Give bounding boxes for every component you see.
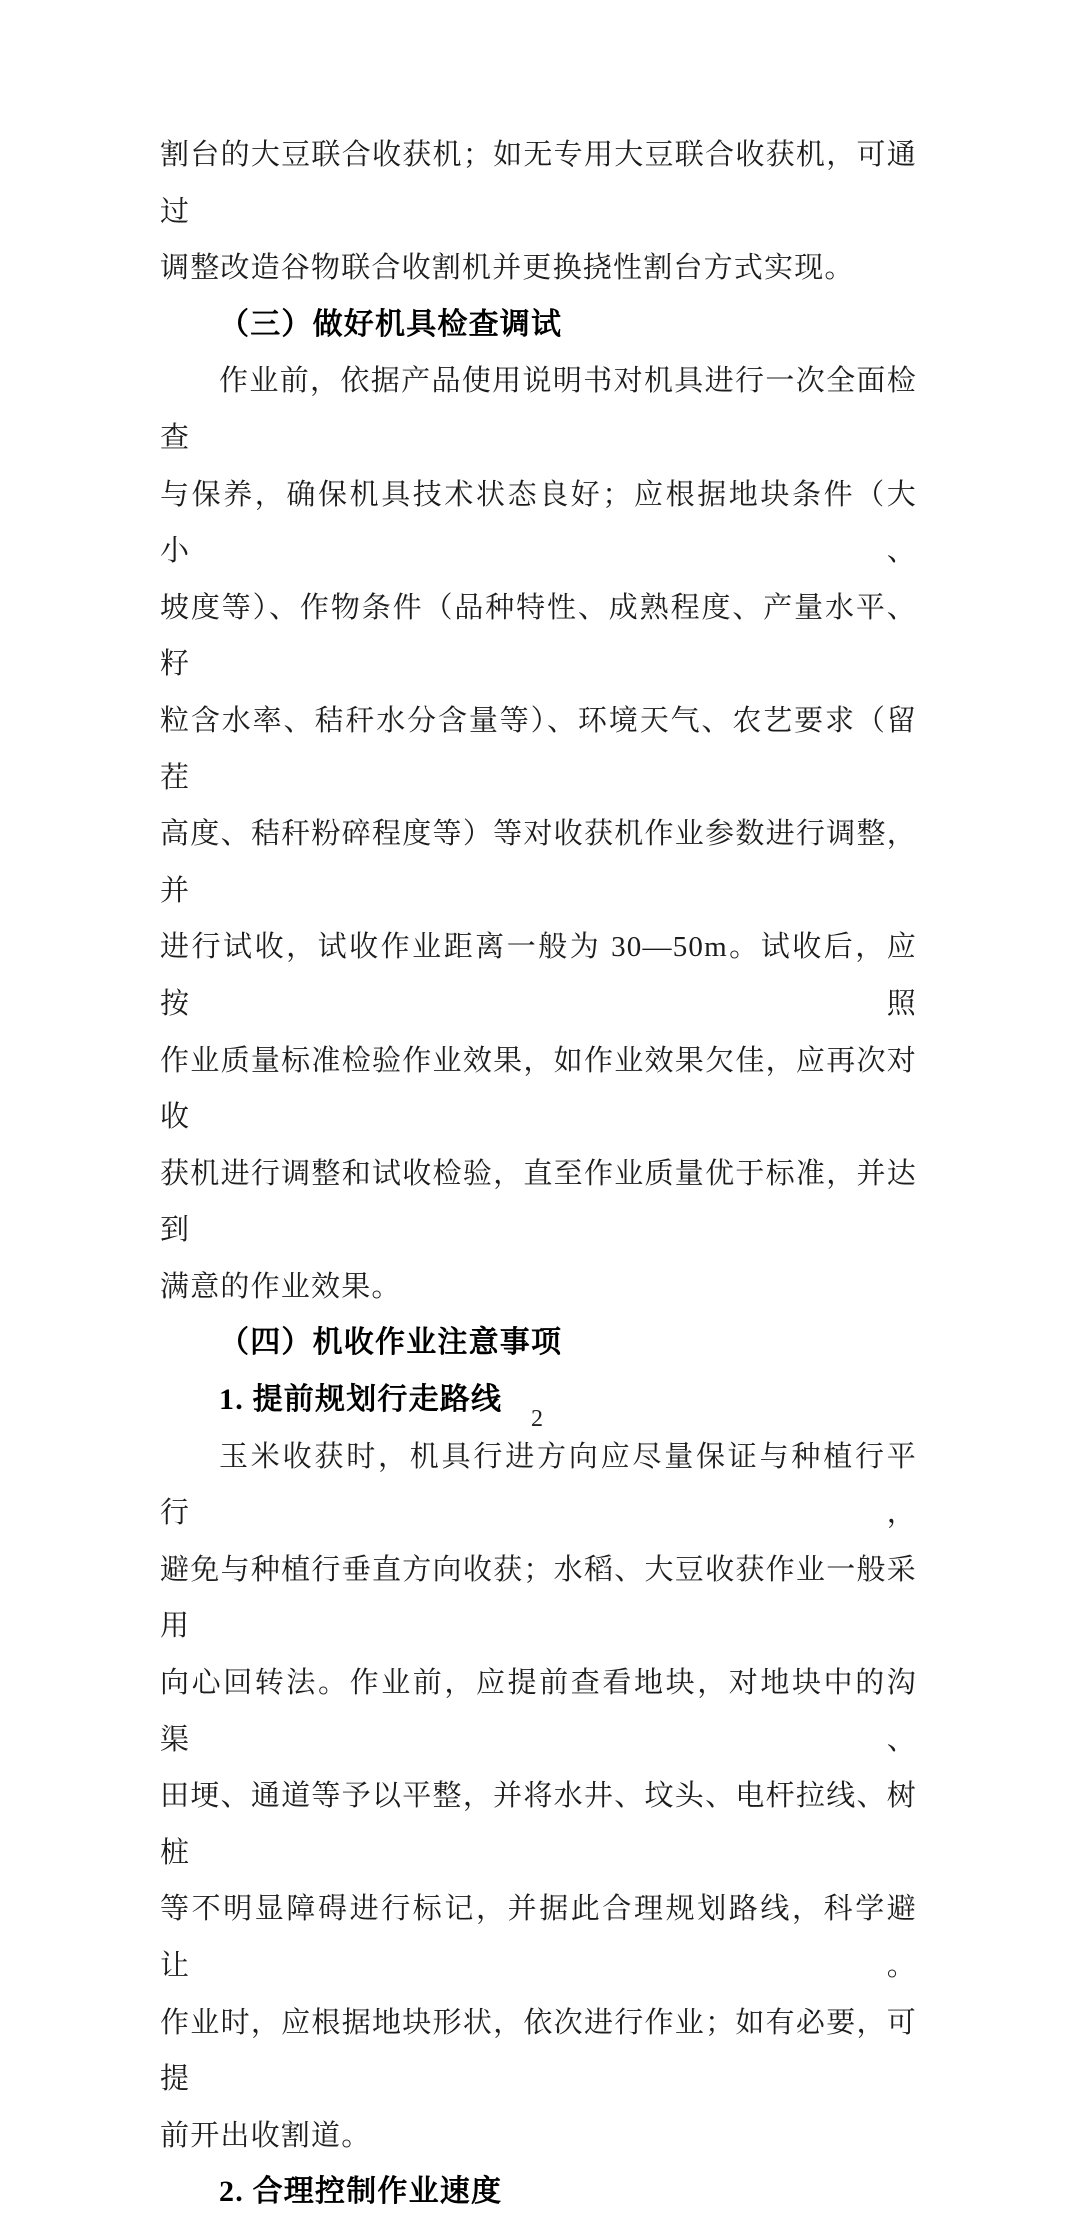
text-line: 粒含水率、秸秆水分含量等）、环境天气、农艺要求（留茬 [160,704,917,794]
heading-line: 1. 提前规划行走路线 [219,1383,503,1417]
text-line: 玉米收获时，机具行进方向应尽量保证与种植行平行， [160,1440,917,1530]
text-line: 获机进行调整和试收检验，直至作业质量优于标准，并达到 [160,1157,917,1247]
text-line: 作业质量标准检验作业效果，如作业效果欠佳，应再次对收 [160,1044,917,1134]
text-line: 作业时，应根据地块形状，依次进行作业；如有必要，可提 [160,2006,917,2096]
text-line: 割台的大豆联合收获机；如无专用大豆联合收获机，可通过 [160,139,917,228]
text-line: 前开出收割道。 [160,2119,372,2152]
text-line: 坡度等）、作物条件（品种特性、成熟程度、产量水平、籽 [160,591,917,681]
text-line: 满意的作业效果。 [160,1270,402,1303]
text-line: 避免与种植行垂直方向收获；水稻、大豆收获作业一般采用 [160,1553,917,1643]
text-line: 田埂、通道等予以平整，并将水井、坟头、电杆拉线、树桩 [160,1780,917,1869]
heading-line: 2. 合理控制作业速度 [219,2175,503,2209]
text-line: 向心回转法。作业前，应提前查看地块，对地块中的沟渠、 [160,1667,917,1756]
content [160,127,917,2221]
text-line: 调整改造谷物联合收割机并更换挠性割台方式实现。 [160,252,855,285]
heading-line: （四）机收作业注意事项 [219,1326,563,1360]
text-line: 等不明显障碍进行标记，并据此合理规划路线，科学避让。 [160,1893,917,1982]
text-line: 高度、秸秆粉碎程度等）等对收获机作业参数进行调整，并 [160,818,917,907]
heading-line: （三）做好机具检查调试 [219,307,563,341]
page-number: 2 [531,1406,543,1432]
text-line: 与保养，确保机具技术状态良好；应根据地块条件（大小、 [160,478,917,568]
text-line: 进行试收，试收作业距离一般为 30—50m。试收后，应按照 [160,931,917,1020]
text-line: 作业前，依据产品使用说明书对机具进行一次全面检查 [160,365,917,454]
